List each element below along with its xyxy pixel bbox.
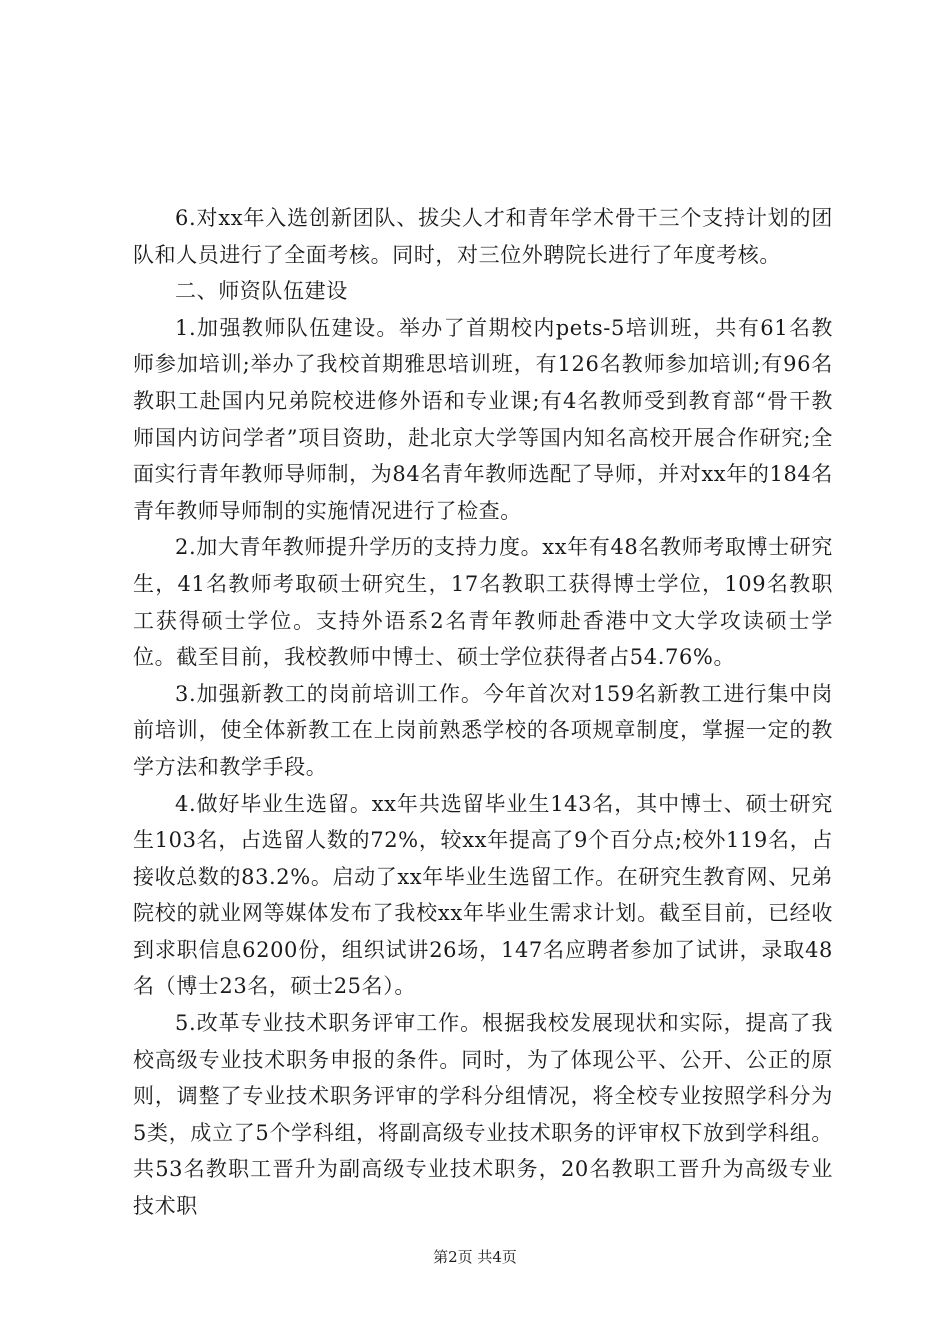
paragraph-item-6-assessment: 6.对xx年入选创新团队、拔尖人才和青年学术骨干三个支持计划的团队和人员进行了全面考核。同时，对三位外聘院长进行了年度考核。 [133,206,833,267]
document-body [133,200,833,1225]
paragraph-item-3-pre-job-training: 3.加强新教工的岗前培训工作。今年首次对159名新教工进行集中岗前培训，使全体新教工在上岗前熟悉学校的各项规章制度，掌握一定的教学方法和教学手段。 [133,681,833,779]
section-heading-faculty-building: 二、师资队伍建设 [175,279,348,304]
paragraph-item-2-degree-support: 2.加大青年教师提升学历的支持力度。xx年有48名教师考取博士研究生，41名教师考取硕士研究生，17名教职工获得博士学位，109名教职工获得硕士学位。支持外语系2名青年教师赴香港中文大学攻读硕士学位。截至目前，我校教师中博士、硕士学位获得者占54.76%。 [133,535,833,670]
paragraph-item-1-teacher-team: 1.加强教师队伍建设。举办了首期校内pets-5培训班，共有61名教师参加培训;举办了我校首期雅思培训班，有126名教师参加培训;有96名教职工赴国内兄弟院校进修外语和专业课;有4名教师受到教育部“骨干教师国内访问学者”项目资助，赴北京大学等国内知名高校开展合作研究;全面实行青年教师导师制，为84名青年教师选配了导师，并对xx年的184名青年教师导师制的实施情况进行了检查。 [133,315,833,523]
paragraph-item-5-title-review: 5.改革专业技术职务评审工作。根据我校发展现状和实际，提高了我校高级专业技术职务申报的条件。同时，为了体现公平、公开、公正的原则，调整了专业技术职务评审的学科分组情况，将全校专业按照学科分为5类，成立了5个学科组，将副高级专业技术职务的评审权下放到学科组。共53名教职工晋升为副高级专业技术职务，20名教职工晋升为高级专业技术职 [133,1011,833,1219]
page-number-footer: 第2页 共4页 [433,1248,517,1266]
paragraph-item-4-graduate-retention: 4.做好毕业生选留。xx年共选留毕业生143名，其中博士、硕士研究生103名，占选留人数的72%，较xx年提高了9个百分点;校外119名，占接收总数的83.2%。启动了xx年毕业生选留工作。在研究生教育网、兄弟院校的就业网等媒体发布了我校xx年毕业生需求计划。截至目前，已经收到求职信息6200份，组织试讲26场，147名应聘者参加了试讲，录取48名（博士23名，硕士25名）。 [133,791,833,999]
